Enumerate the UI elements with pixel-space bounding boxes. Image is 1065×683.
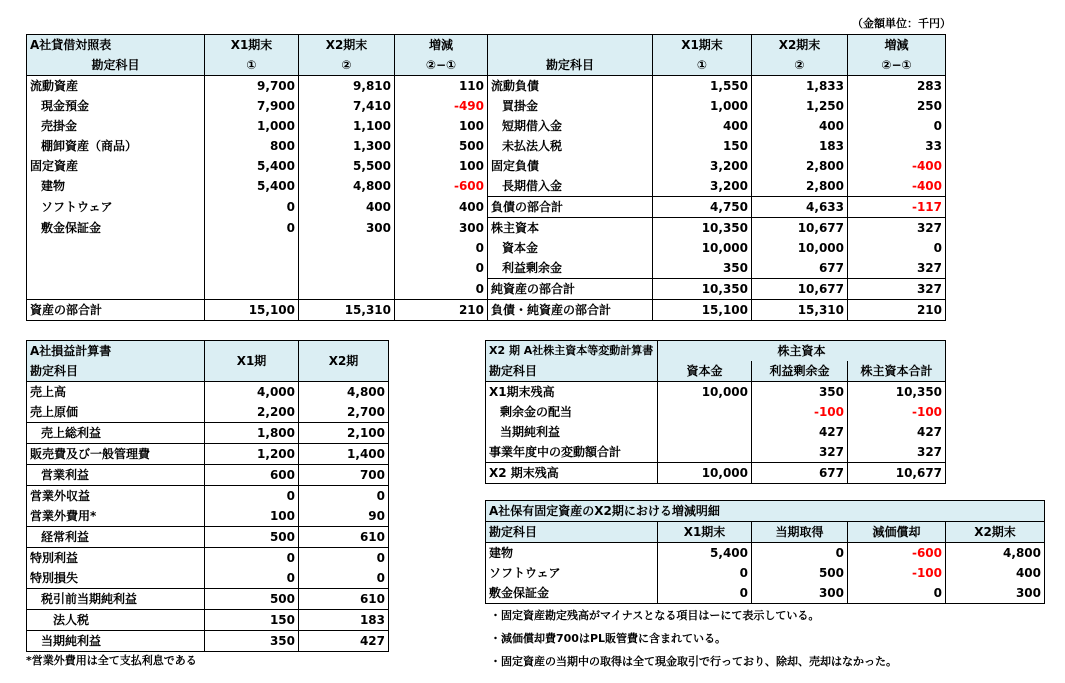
bs-col-x1: X1期末 bbox=[205, 35, 299, 56]
ss-c1 bbox=[658, 442, 752, 463]
fa-row bbox=[486, 563, 1045, 583]
ss-col1: 資本金 bbox=[658, 361, 752, 382]
ss-row bbox=[486, 402, 946, 422]
pl-label: 営業外収益 bbox=[27, 486, 205, 507]
bs-right-label: 利益剰余金 bbox=[488, 258, 653, 279]
fa-c3: -600 bbox=[848, 543, 946, 564]
bs-col-diff-right: 増減 bbox=[848, 35, 946, 56]
bs-sub-x2-right: ② bbox=[752, 55, 848, 76]
bs-right-x1: 400 bbox=[653, 116, 752, 136]
pl-row bbox=[27, 589, 389, 610]
ss-group: 株主資本 bbox=[658, 341, 946, 362]
bs-left-x2: 300 bbox=[299, 218, 395, 239]
bs-left-x2 bbox=[299, 238, 395, 258]
fa-c2: 0 bbox=[752, 543, 848, 564]
pl-x1: 150 bbox=[205, 610, 299, 631]
bs-row bbox=[27, 136, 946, 156]
bs-left-x2: 1,300 bbox=[299, 136, 395, 156]
pl-label: 当期純利益 bbox=[27, 631, 205, 652]
bs-row bbox=[27, 258, 946, 279]
pl-x2: 2,100 bbox=[299, 423, 389, 444]
pl-label: 営業利益 bbox=[27, 465, 205, 486]
bs-right-x2: 400 bbox=[752, 116, 848, 136]
bs-left-x1: 800 bbox=[205, 136, 299, 156]
pl-x2: 0 bbox=[299, 548, 389, 569]
pl-row bbox=[27, 465, 389, 486]
fa-row bbox=[486, 583, 1045, 604]
unit-note: （金額単位：千円） bbox=[852, 17, 951, 30]
ss-c1 bbox=[658, 422, 752, 442]
fa-c4: 400 bbox=[946, 563, 1045, 583]
bs-row bbox=[27, 300, 946, 321]
fixed-asset-table bbox=[485, 500, 1045, 604]
bs-row bbox=[27, 76, 946, 97]
bs-row bbox=[27, 279, 946, 300]
pl-x1: 1,800 bbox=[205, 423, 299, 444]
ss-c2: -100 bbox=[752, 402, 848, 422]
bs-right-label: 資本金 bbox=[488, 238, 653, 258]
pl-x1: 2,200 bbox=[205, 402, 299, 423]
bs-left-x2 bbox=[299, 258, 395, 279]
bs-left-label: 敷金保証金 bbox=[41, 220, 102, 235]
bs-left-diff: 110 bbox=[395, 76, 488, 97]
pl-x2: 427 bbox=[299, 631, 389, 652]
ss-c2: 677 bbox=[752, 463, 848, 484]
bs-left-label: 現金預金 bbox=[41, 99, 90, 113]
bs-right-x2: 2,800 bbox=[752, 176, 848, 197]
pl-label: 売上高 bbox=[30, 385, 67, 399]
ss-subject: 勘定科目 bbox=[489, 364, 538, 378]
pl-x1: 0 bbox=[205, 548, 299, 569]
bs-right-label: 固定負債 bbox=[488, 156, 653, 176]
bs-sub-diff-right: ②−① bbox=[848, 55, 946, 76]
ss-c3: 427 bbox=[848, 422, 946, 442]
bs-right-x1: 10,000 bbox=[653, 238, 752, 258]
fa-col2: 当期取得 bbox=[752, 522, 848, 543]
pl-subject: 勘定科目 bbox=[30, 364, 79, 378]
bs-right-x1: 350 bbox=[653, 258, 752, 279]
pl-row bbox=[27, 402, 389, 423]
bs-right-x2: 183 bbox=[752, 136, 848, 156]
pl-row bbox=[27, 631, 389, 652]
bs-right-diff: -400 bbox=[848, 156, 946, 176]
bs-right-label: 負債の部合計 bbox=[488, 197, 653, 218]
pl-col-x2: X2期 bbox=[299, 341, 389, 382]
fa-row bbox=[486, 543, 1045, 564]
bs-col-x1-right: X1期末 bbox=[653, 35, 752, 56]
ss-c3: 10,677 bbox=[848, 463, 946, 484]
bs-right-diff: 327 bbox=[848, 279, 946, 300]
bs-left-label: 棚卸資産（商品） bbox=[41, 139, 138, 153]
bs-row bbox=[27, 96, 946, 116]
bs-right-x1: 3,200 bbox=[653, 176, 752, 197]
ss-c1: 10,000 bbox=[658, 382, 752, 403]
fa-col3: 減価償却 bbox=[848, 522, 946, 543]
income-statement-table bbox=[26, 340, 389, 652]
ss-c3: -100 bbox=[848, 402, 946, 422]
bs-left-x1: 0 bbox=[205, 218, 299, 239]
bs-left-x2: 15,310 bbox=[299, 300, 395, 321]
bs-left-diff: 210 bbox=[395, 300, 488, 321]
bs-right-x1: 10,350 bbox=[653, 279, 752, 300]
bs-right-x2: 15,310 bbox=[752, 300, 848, 321]
bs-left-x2: 9,810 bbox=[299, 76, 395, 97]
pl-x2: 1,400 bbox=[299, 444, 389, 465]
bs-left-x1 bbox=[205, 238, 299, 258]
bs-left-diff: 100 bbox=[395, 156, 488, 176]
ss-label: 当期純利益 bbox=[500, 425, 561, 439]
bs-left-diff: 0 bbox=[395, 238, 488, 258]
fa-c3: -100 bbox=[848, 563, 946, 583]
bs-left-label bbox=[27, 238, 205, 258]
bs-row bbox=[27, 176, 946, 197]
bs-right-x2: 10,000 bbox=[752, 238, 848, 258]
pl-x2: 0 bbox=[299, 486, 389, 507]
pl-row bbox=[27, 423, 389, 444]
bs-left-x1: 15,100 bbox=[205, 300, 299, 321]
fa-label: ソフトウェア bbox=[489, 566, 561, 580]
pl-footnote: *営業外費用は全て支払利息である bbox=[26, 654, 197, 667]
pl-label: 法人税 bbox=[27, 610, 205, 631]
ss-c3: 10,350 bbox=[848, 382, 946, 403]
bs-subject-left: 勘定科目 bbox=[91, 58, 140, 72]
pl-label: 営業外費用* bbox=[30, 509, 97, 523]
bs-left-x2: 1,100 bbox=[299, 116, 395, 136]
bs-left-x1 bbox=[205, 258, 299, 279]
ss-label: X1期末残高 bbox=[489, 385, 555, 399]
bs-subject-right: 勘定科目 bbox=[488, 35, 653, 76]
bs-title: A社貸借対照表 bbox=[30, 38, 112, 52]
fa-label: 敷金保証金 bbox=[489, 586, 550, 600]
bs-right-label: 長期借入金 bbox=[488, 176, 653, 197]
bs-left-label bbox=[27, 279, 205, 300]
fa-c1: 0 bbox=[658, 583, 752, 604]
ss-c2: 327 bbox=[752, 442, 848, 463]
pl-x2: 90 bbox=[299, 506, 389, 527]
bs-left-label bbox=[27, 258, 205, 279]
bs-right-x2: 10,677 bbox=[752, 279, 848, 300]
pl-row bbox=[27, 486, 389, 507]
fa-c3: 0 bbox=[848, 583, 946, 604]
bs-right-x1: 15,100 bbox=[653, 300, 752, 321]
fa-c4: 4,800 bbox=[946, 543, 1045, 564]
bs-sub-diff: ②−① bbox=[395, 55, 488, 76]
pl-label: 経常利益 bbox=[27, 527, 205, 548]
bs-row bbox=[27, 116, 946, 136]
bs-right-diff: 327 bbox=[848, 218, 946, 239]
bs-left-diff: 0 bbox=[395, 279, 488, 300]
ss-title: X2 期 A社株主資本等変動計算書 bbox=[489, 344, 654, 357]
pl-x1: 0 bbox=[205, 486, 299, 507]
note-1: ・固定資産勘定残高がマイナスとなる項目はーにて表示している。 bbox=[490, 609, 820, 622]
pl-x1: 600 bbox=[205, 465, 299, 486]
pl-label: 特別利益 bbox=[27, 548, 205, 569]
ss-col2: 利益剰余金 bbox=[752, 361, 848, 382]
bs-row bbox=[27, 238, 946, 258]
fa-subject: 勘定科目 bbox=[489, 525, 538, 539]
pl-label: 売上原価 bbox=[30, 405, 79, 419]
bs-right-diff: -117 bbox=[848, 197, 946, 218]
bs-right-x2: 2,800 bbox=[752, 156, 848, 176]
pl-row bbox=[27, 444, 389, 465]
bs-right-diff: 327 bbox=[848, 258, 946, 279]
bs-left-x1: 1,000 bbox=[205, 116, 299, 136]
bs-left-diff: -600 bbox=[395, 176, 488, 197]
ss-row bbox=[486, 463, 946, 484]
fa-title: A社保有固定資産のX2期における増減明細 bbox=[489, 504, 720, 518]
pl-label: 特別損失 bbox=[30, 571, 79, 585]
bs-right-diff: 0 bbox=[848, 238, 946, 258]
pl-x2: 183 bbox=[299, 610, 389, 631]
bs-left-label: 資産の部合計 bbox=[27, 300, 205, 321]
bs-left-x1: 0 bbox=[205, 197, 299, 218]
pl-x1: 500 bbox=[205, 527, 299, 548]
bs-left-x1: 5,400 bbox=[205, 156, 299, 176]
pl-x2: 4,800 bbox=[299, 382, 389, 403]
fa-label: 建物 bbox=[489, 546, 514, 560]
bs-left-x1 bbox=[205, 279, 299, 300]
ss-row bbox=[486, 422, 946, 442]
bs-right-x1: 1,550 bbox=[653, 76, 752, 97]
pl-row bbox=[27, 548, 389, 569]
bs-left-label: 売掛金 bbox=[41, 119, 78, 133]
bs-right-x1: 150 bbox=[653, 136, 752, 156]
ss-col3: 株主資本合計 bbox=[848, 361, 946, 382]
ss-label: X2 期末残高 bbox=[486, 463, 658, 484]
pl-x1: 500 bbox=[205, 589, 299, 610]
bs-left-x2: 5,500 bbox=[299, 156, 395, 176]
bs-right-diff: -400 bbox=[848, 176, 946, 197]
bs-right-label: 未払法人税 bbox=[488, 136, 653, 156]
bs-left-diff: 0 bbox=[395, 258, 488, 279]
note-2: ・減価償却費700はPL販管費に含まれている。 bbox=[490, 632, 727, 645]
bs-left-x2: 4,800 bbox=[299, 176, 395, 197]
bs-right-diff: 210 bbox=[848, 300, 946, 321]
bs-left-label: 固定資産 bbox=[30, 159, 79, 173]
bs-right-diff: 283 bbox=[848, 76, 946, 97]
bs-left-x1: 7,900 bbox=[205, 96, 299, 116]
bs-left-diff: 400 bbox=[395, 197, 488, 218]
pl-x1: 0 bbox=[205, 568, 299, 589]
bs-row bbox=[27, 218, 946, 239]
pl-x1: 100 bbox=[205, 506, 299, 527]
bs-left-x2: 7,410 bbox=[299, 96, 395, 116]
bs-right-x1: 3,200 bbox=[653, 156, 752, 176]
pl-title: A社損益計算書 bbox=[30, 344, 112, 358]
bs-left-x2 bbox=[299, 279, 395, 300]
pl-x1: 350 bbox=[205, 631, 299, 652]
bs-left-diff: -490 bbox=[395, 96, 488, 116]
bs-sub-x1: ① bbox=[205, 55, 299, 76]
bs-right-label: 短期借入金 bbox=[488, 116, 653, 136]
bs-left-diff: 500 bbox=[395, 136, 488, 156]
fa-c2: 500 bbox=[752, 563, 848, 583]
ss-c1 bbox=[658, 402, 752, 422]
bs-sub-x1-right: ① bbox=[653, 55, 752, 76]
fa-col1: X1期末 bbox=[658, 522, 752, 543]
fa-c1: 5,400 bbox=[658, 543, 752, 564]
bs-right-x2: 10,677 bbox=[752, 218, 848, 239]
bs-right-x1: 4,750 bbox=[653, 197, 752, 218]
pl-row bbox=[27, 527, 389, 548]
pl-x1: 1,200 bbox=[205, 444, 299, 465]
bs-right-diff: 0 bbox=[848, 116, 946, 136]
pl-label: 売上総利益 bbox=[27, 423, 205, 444]
pl-x2: 2,700 bbox=[299, 402, 389, 423]
pl-x1: 4,000 bbox=[205, 382, 299, 403]
fa-c2: 300 bbox=[752, 583, 848, 604]
pl-x2: 610 bbox=[299, 527, 389, 548]
bs-left-label: ソフトウェア bbox=[41, 200, 113, 214]
pl-row bbox=[27, 506, 389, 527]
fa-c4: 300 bbox=[946, 583, 1045, 604]
ss-c2: 350 bbox=[752, 382, 848, 403]
ss-c3: 327 bbox=[848, 442, 946, 463]
bs-left-x1: 5,400 bbox=[205, 176, 299, 197]
bs-right-label: 流動負債 bbox=[488, 76, 653, 97]
equity-statement-table bbox=[485, 340, 946, 484]
bs-right-label: 株主資本 bbox=[488, 218, 653, 239]
bs-left-diff: 300 bbox=[395, 218, 488, 239]
ss-row bbox=[486, 382, 946, 403]
ss-label: 剰余金の配当 bbox=[500, 405, 573, 419]
bs-right-label: 負債・純資産の部合計 bbox=[488, 300, 653, 321]
bs-right-x2: 4,633 bbox=[752, 197, 848, 218]
pl-x2: 0 bbox=[299, 568, 389, 589]
bs-left-label: 流動資産 bbox=[30, 79, 79, 93]
bs-row bbox=[27, 197, 946, 218]
bs-left-x2: 400 bbox=[299, 197, 395, 218]
bs-col-diff: 増減 bbox=[395, 35, 488, 56]
ss-c2: 427 bbox=[752, 422, 848, 442]
bs-left-label: 建物 bbox=[41, 179, 66, 194]
bs-right-label: 買掛金 bbox=[488, 96, 653, 116]
bs-right-x2: 1,833 bbox=[752, 76, 848, 97]
pl-label: 販売費及び一般管理費 bbox=[27, 444, 205, 465]
bs-left-x1: 9,700 bbox=[205, 76, 299, 97]
bs-row bbox=[27, 156, 946, 176]
bs-right-diff: 250 bbox=[848, 96, 946, 116]
pl-x2: 700 bbox=[299, 465, 389, 486]
pl-row bbox=[27, 382, 389, 403]
bs-right-diff: 33 bbox=[848, 136, 946, 156]
bs-col-x2-right: X2期末 bbox=[752, 35, 848, 56]
balance-sheet-table bbox=[26, 34, 946, 321]
bs-sub-x2: ② bbox=[299, 55, 395, 76]
pl-label: 税引前当期純利益 bbox=[27, 589, 205, 610]
fa-c1: 0 bbox=[658, 563, 752, 583]
bs-col-x2: X2期末 bbox=[299, 35, 395, 56]
pl-row bbox=[27, 610, 389, 631]
bs-right-x2: 677 bbox=[752, 258, 848, 279]
fa-col4: X2期末 bbox=[946, 522, 1045, 543]
ss-row bbox=[486, 442, 946, 463]
bs-right-x1: 1,000 bbox=[653, 96, 752, 116]
bs-right-x1: 10,350 bbox=[653, 218, 752, 239]
bs-right-x2: 1,250 bbox=[752, 96, 848, 116]
pl-row bbox=[27, 568, 389, 589]
bs-left-diff: 100 bbox=[395, 116, 488, 136]
pl-col-x1: X1期 bbox=[205, 341, 299, 382]
ss-c1: 10,000 bbox=[658, 463, 752, 484]
note-3: ・固定資産の当期中の取得は全て現金取引で行っており、除却、売却はなかった。 bbox=[490, 655, 897, 668]
bs-right-label: 純資産の部合計 bbox=[488, 279, 653, 300]
pl-x2: 610 bbox=[299, 589, 389, 610]
ss-label: 事業年度中の変動額合計 bbox=[489, 445, 622, 459]
